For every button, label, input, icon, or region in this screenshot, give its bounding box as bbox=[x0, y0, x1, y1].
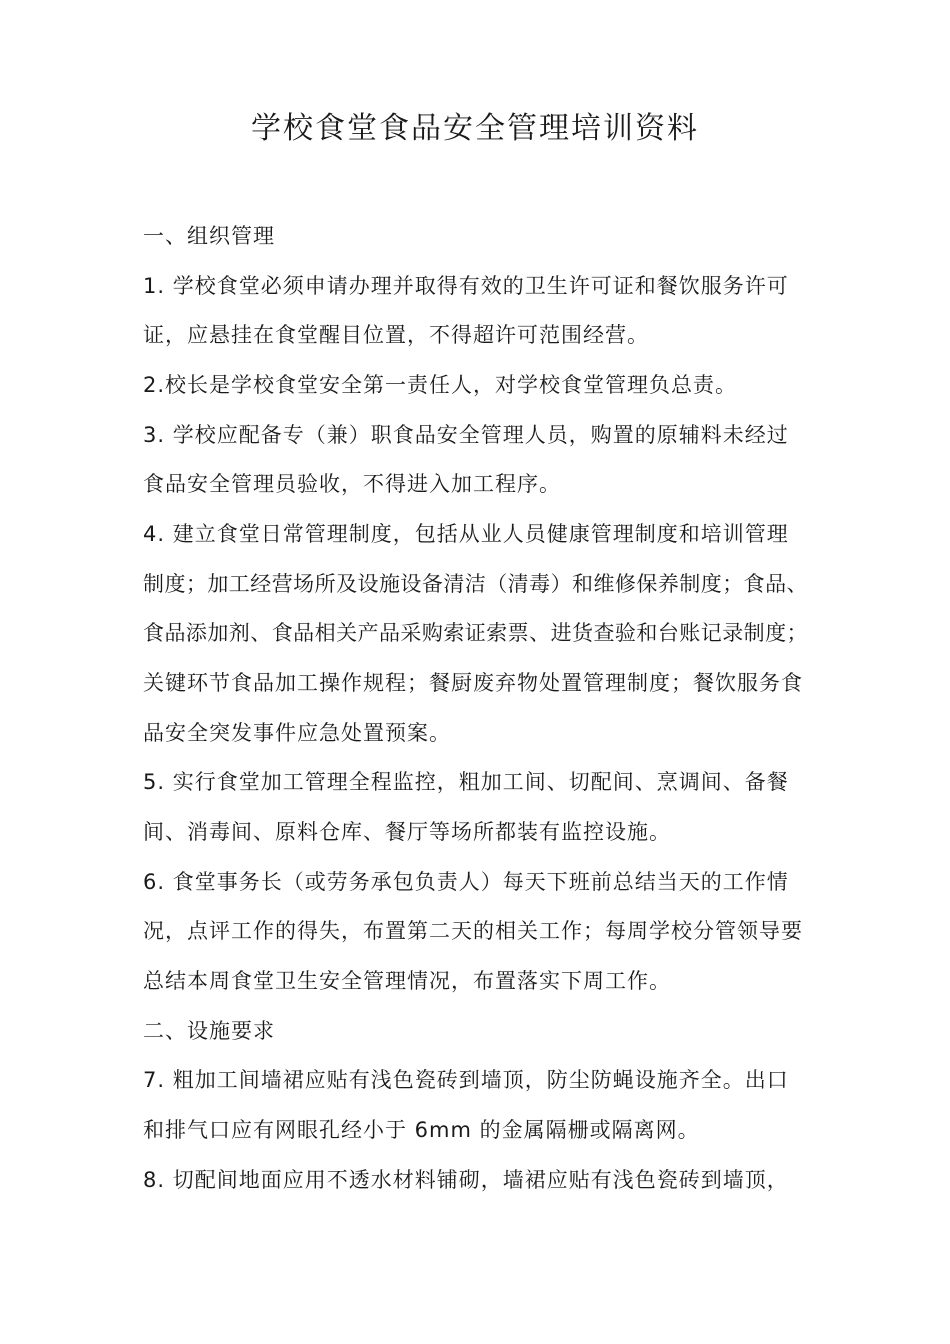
paragraph-line: 总结本周食堂卫生安全管理情况，布置落实下周工作。 bbox=[143, 969, 671, 993]
document-title: 学校食堂食品安全管理培训资料 bbox=[251, 111, 699, 146]
paragraph-line: 间、消毒间、原料仓库、餐厅等场所都装有监控设施。 bbox=[143, 820, 671, 844]
section-heading-facilities: 二、设施要求 bbox=[143, 1019, 275, 1043]
paragraph-line: 2.校长是学校食堂安全第一责任人，对学校食堂管理负总责。 bbox=[143, 373, 738, 397]
section-heading-organization: 一、组织管理 bbox=[143, 224, 275, 248]
paragraph-line: 关键环节食品加工操作规程；餐厨废弃物处置管理制度；餐饮服务食 bbox=[143, 671, 803, 695]
paragraph-line: 1. 学校食堂必须申请办理并取得有效的卫生许可证和餐饮服务许可 bbox=[143, 274, 789, 298]
paragraph-line: 5. 实行食堂加工管理全程监控，粗加工间、切配间、烹调间、备餐 bbox=[143, 770, 789, 794]
paragraph-line: 4. 建立食堂日常管理制度，包括从业人员健康管理制度和培训管理 bbox=[143, 522, 789, 546]
paragraph-line: 6. 食堂事务长（或劳务承包负责人）每天下班前总结当天的工作情 bbox=[143, 870, 789, 894]
paragraph-line: 3. 学校应配备专（兼）职食品安全管理人员，购置的原辅料未经过 bbox=[143, 423, 789, 447]
paragraph-line: 品安全突发事件应急处置预案。 bbox=[143, 721, 451, 745]
paragraph-line: 和排气口应有网眼孔经小于 6mm 的金属隔栅或隔离网。 bbox=[143, 1118, 700, 1142]
paragraph-line: 8. 切配间地面应用不透水材料铺砌，墙裙应贴有浅色瓷砖到墙顶， bbox=[143, 1168, 789, 1192]
paragraph-line: 食品添加剂、食品相关产品采购索证索票、进货查验和台账记录制度； bbox=[143, 621, 808, 645]
paragraph-line: 证，应悬挂在食堂醒目位置，不得超许可范围经营。 bbox=[143, 323, 649, 347]
paragraph-line: 7. 粗加工间墙裙应贴有浅色瓷砖到墙顶，防尘防蝇设施齐全。出口 bbox=[143, 1068, 789, 1092]
paragraph-line: 食品安全管理员验收，不得进入加工程序。 bbox=[143, 472, 561, 496]
paragraph-line: 制度；加工经营场所及设施设备清洁（清毒）和维修保养制度；食品、 bbox=[143, 572, 808, 596]
paragraph-line: 况，点评工作的得失，布置第二天的相关工作；每周学校分管领导要 bbox=[143, 919, 803, 943]
